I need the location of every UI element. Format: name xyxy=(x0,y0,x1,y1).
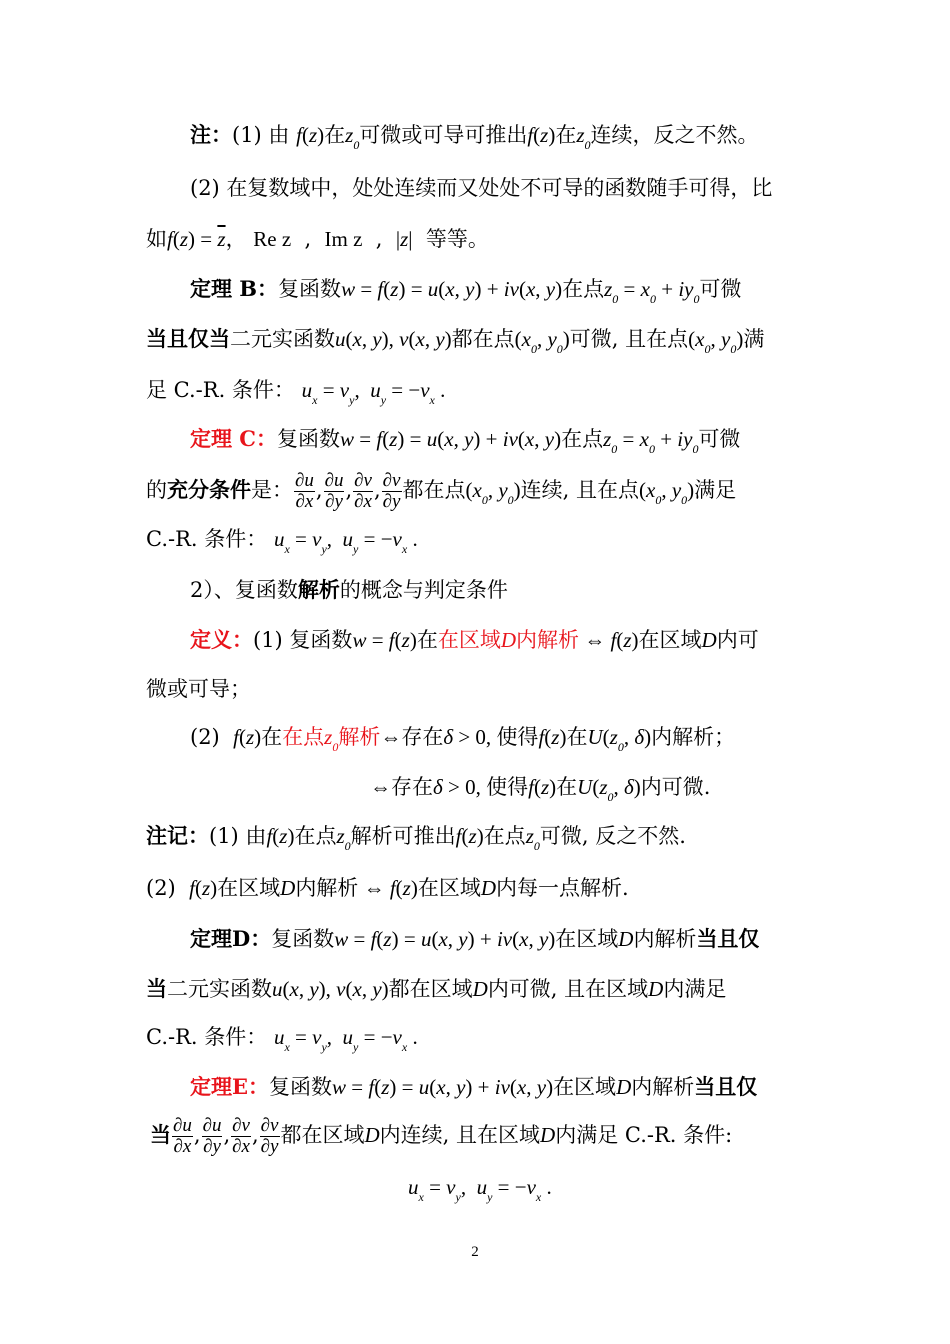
note-2-line-1: (2) 在复数域中，处处连续而又处处不可导的函数随手可得，比 xyxy=(190,176,773,200)
definition-line-4: ⇔存在δ > 0, 使得f(z)在$U(z_0$, δ)内可微. xyxy=(370,775,711,804)
definition-label: 定义： xyxy=(190,627,253,652)
theorem-d-label: 定理D： xyxy=(190,926,272,951)
theorem-d-line-2: 当二元实函数u(x, y), v(x, y)都在区域D内可微, 且在区域D内满足 xyxy=(146,976,727,1001)
note-1: 注：(1) 由 f(z)在$z_0$可微或可导可推出f(z)在$z_0$连续，反之不然。 xyxy=(190,122,759,152)
definition-line-3: (2) f(z)在在点$z_0$解析⇔存在δ > 0, 使得f(z)在$U(z_0$, δ)内解析； xyxy=(190,725,736,754)
theorem-b-label: 定理 B： xyxy=(190,276,279,301)
theorem-c-line-1: 定理 C：复函数w = f(z) = u(x, y) + iv(x, y)在点$z_0 = x_0 + iy_0$可微 xyxy=(190,426,741,456)
definition-line-2: 微或可导； xyxy=(146,677,251,701)
note-label: 注： xyxy=(190,122,232,147)
definition-line-1: 定义：(1) 复函数w = f(z)在在区域D内解析 ⇔ f(z)在区域D内可 xyxy=(190,627,759,652)
theorem-c-line-2: 的充分条件是： $\frac{\partial u}{\partial x}$ , $\frac{\partial u}{\partial y}$ , $\frac{\partial v}{\partial x}$ , $\frac{\partial v}{\partial y}$ 都在点($x_0$, $y_0$)连续, 且在点($x_0$, $y_0$)满足 xyxy=(146,470,737,512)
remark-line-2: (2) f(z)在区域D内解析 ⇔ f(z)在区域D内每一点解析. xyxy=(146,876,629,900)
theorem-e-label: 定理E： xyxy=(190,1074,270,1099)
theorem-e-line-3: $u_x = v_y$, $u_y = -v_x$ . xyxy=(408,1175,552,1204)
section-2-heading: 2）、复函数解析的概念与判定条件 xyxy=(190,577,508,602)
remark-label: 注记： xyxy=(146,823,209,848)
page-number: 2 xyxy=(471,1244,479,1260)
theorem-b-line-3: 足 C.-R. 条件： $u_x = v_y$, $u_y = -v_x$ . xyxy=(146,378,446,407)
note-2-line-2: 如$f(z) = \overline{z}$， Re z , Im z , |z| 等等。 xyxy=(146,227,489,251)
theorem-d-line-3: C.-R. 条件： $u_x = v_y$, $u_y = -v_x$ . xyxy=(146,1025,418,1054)
theorem-e-line-1: 定理E：复函数w = f(z) = u(x, y) + iv(x, y)在区域D内解析当且仅 xyxy=(190,1074,758,1099)
theorem-b-line-2: 当且仅当二元实函数u(x, y), v(x, y)都在点($x_0$, $y_0$)可微, 且在点($x_0$, $y_0$)满 xyxy=(146,326,765,356)
theorem-e-line-2: 当 $\frac{\partial u}{\partial x}$ , $\frac{\partial u}{\partial y}$ , $\frac{\partial v}{\partial x}$ , $\frac{\partial v}{\partial y}$ 都在区域D内连续, 且在区域D内满足 C.-R. 条件: xyxy=(150,1115,733,1157)
remark-line-1: 注记：(1) 由f(z)在点$z_0$解析可推出f(z)在点$z_0$可微, 反之不然. xyxy=(146,823,686,853)
theorem-d-line-1: 定理D：复函数w = f(z) = u(x, y) + iv(x, y)在区域D内解析当且仅 xyxy=(190,926,760,951)
theorem-c-label: 定理 C： xyxy=(190,426,278,451)
theorem-b-line-1: 定理 B：复函数w = f(z) = u(x, y) + iv(x, y)在点$z_0 = x_0 + iy_0$可微 xyxy=(190,276,742,306)
theorem-c-line-3: C.-R. 条件： $u_x = v_y$, $u_y = -v_x$ . xyxy=(146,527,418,556)
